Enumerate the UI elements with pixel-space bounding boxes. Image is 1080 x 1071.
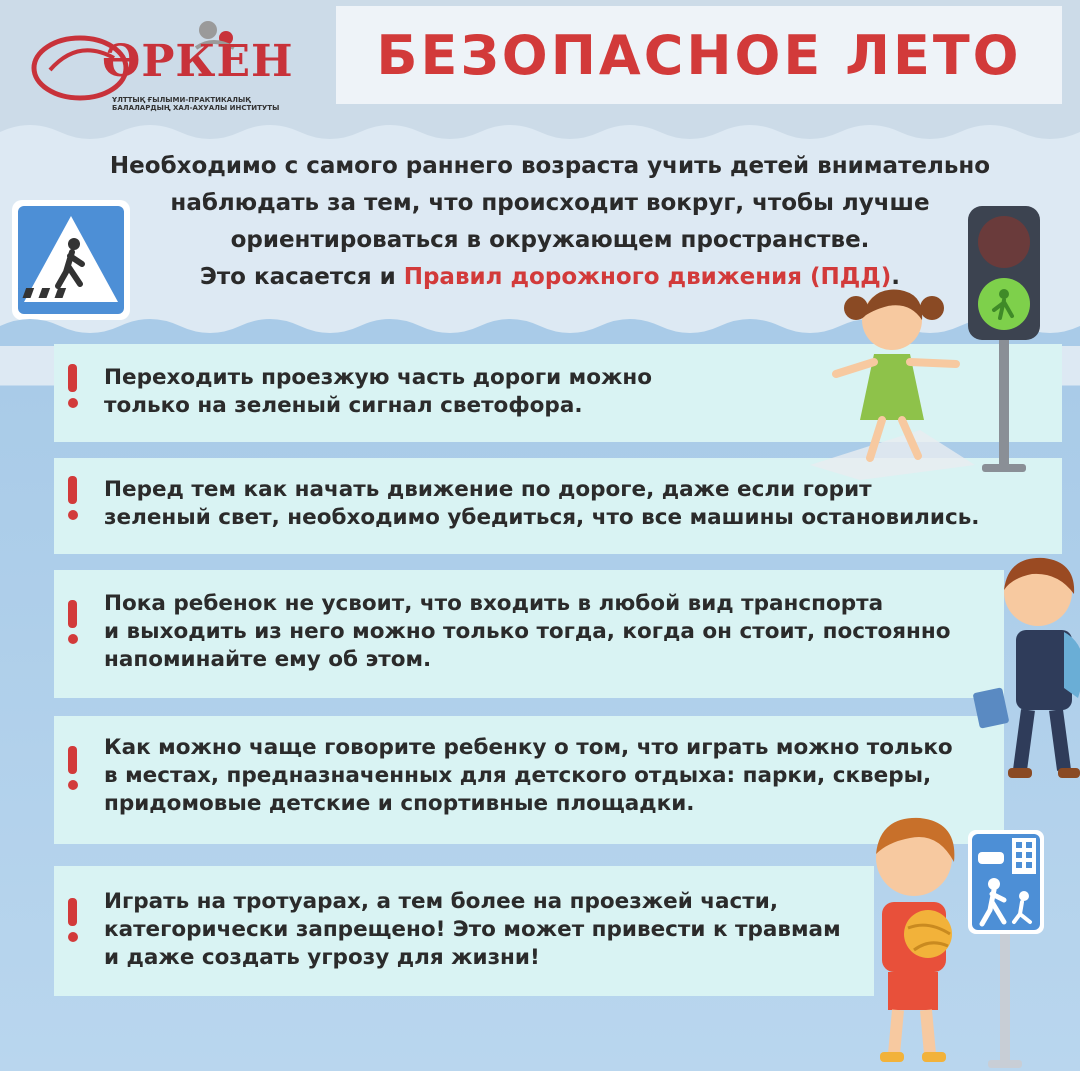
intro-prefix: Это касается и xyxy=(199,264,404,290)
intro-line: наблюдать за тем, что происходит вокруг, чтобы лучше xyxy=(170,190,930,216)
intro-line: ориентироваться в окружающем пространстве. xyxy=(230,227,870,253)
rule-card-5 xyxy=(54,866,874,996)
rule-line: напоминайте ему об этом. xyxy=(104,647,432,672)
rule-line: придомовые детские и спортивные площадки. xyxy=(104,791,695,816)
logo-subtitle-line1: ҰЛТТЫҚ ҒЫЛЫМИ-ПРАКТИКАЛЫҚ xyxy=(112,96,251,104)
logo-subtitle xyxy=(112,96,292,112)
rule-line: Пока ребенок не усвоит, что входить в любой вид транспорта xyxy=(104,591,884,616)
rule-line: только на зеленый сигнал светофора. xyxy=(104,393,583,418)
logo-subtitle-line2: БАЛАЛАРДЫҢ ХАЛ-АХУАЛЫ ИНСТИТУТЫ xyxy=(112,104,280,112)
rule-line: зеленый свет, необходимо убедиться, что все машины остановились. xyxy=(104,505,980,530)
rule-card-3 xyxy=(54,570,1004,698)
logo-text: ӘРКЕН xyxy=(102,36,294,87)
rule-line: категорически запрещено! Это может привести к травмам xyxy=(104,917,841,942)
boy-with-backpack-illustration xyxy=(972,548,1080,788)
rule-line: Играть на тротуарах, а тем более на проезжей части, xyxy=(104,889,778,914)
intro-line: Необходимо с самого раннего возраста учить детей внимательно xyxy=(109,153,991,179)
rule-line: и выходить из него можно только тогда, когда он стоит, постоянно xyxy=(104,619,951,644)
girl-crossing-illustration xyxy=(800,280,980,480)
rule-line: и даже создать угрозу для жизни! xyxy=(104,945,540,970)
rule-line: в местах, предназначенных для детского отдыха: парки, скверы, xyxy=(104,763,932,788)
rule-text xyxy=(104,476,979,532)
intro-text xyxy=(60,148,1040,296)
rule-line: Перед тем как начать движение по дороге, даже если горит xyxy=(104,477,872,502)
intro-suffix: . xyxy=(891,264,901,290)
rule-line: Переходить проезжую часть дороги можно xyxy=(104,365,653,390)
rule-line: Как можно чаще говорите ребенку о том, что играть можно только xyxy=(104,735,953,760)
title-box xyxy=(336,6,1062,104)
rule-text xyxy=(104,888,841,972)
boy-with-ball-illustration xyxy=(858,810,968,1070)
wave-divider-top xyxy=(0,112,1080,152)
rule-text xyxy=(104,364,652,420)
rule-text xyxy=(104,590,951,674)
page-title: БЕЗОПАСНОЕ ЛЕТО xyxy=(376,24,1022,87)
rule-text xyxy=(104,734,953,818)
intro-highlight-pdd: Правил дорожного движения (ПДД) xyxy=(403,264,892,290)
logo xyxy=(28,18,328,118)
living-zone-sign-icon xyxy=(964,826,1048,1071)
